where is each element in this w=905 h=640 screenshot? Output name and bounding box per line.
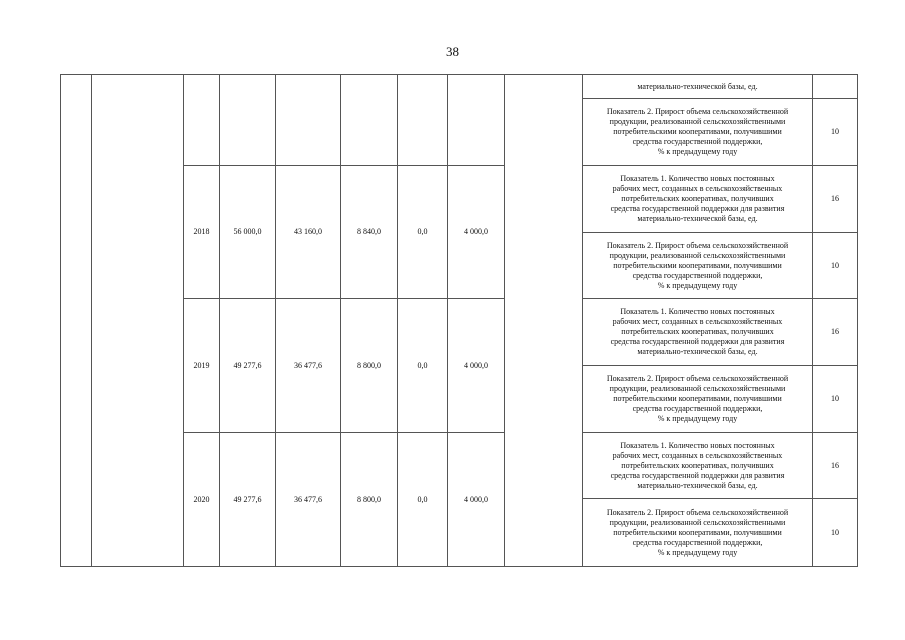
indicator-line: средства государственной поддержки, xyxy=(632,537,763,547)
indicator-line: Показатель 1. Количество новых постоянных xyxy=(620,440,775,450)
other-cell: 4 000,0 xyxy=(448,166,505,299)
indicator-2-value: 10 xyxy=(813,99,858,166)
indicator-line: средства государственной поддержки, xyxy=(632,270,763,280)
regional-cell: 8 800,0 xyxy=(341,299,398,433)
indicator-line: средства государственной поддержки для развития xyxy=(610,204,785,213)
indicator-line: продукции, реализованной сельскохозяйственными xyxy=(609,117,786,126)
indicator-line: средства государственной поддержки, xyxy=(632,404,763,413)
executor-cell xyxy=(505,75,583,567)
row-number-cell xyxy=(61,75,92,567)
indicator-line: Показатель 2. Прирост объема сельскохозяйственной xyxy=(606,507,789,517)
indicator-line: Показатель 2. Прирост объема сельскохозяйственной xyxy=(606,107,789,116)
indicator-line: средства государственной поддержки для развития xyxy=(610,470,785,480)
indicator-line: рабочих мест, созданных в сельскохозяйственных xyxy=(612,317,783,326)
local-cell: 0,0 xyxy=(398,299,448,433)
indicator-1-text xyxy=(583,166,813,233)
indicator-line: материально-технической базы, ед. xyxy=(637,347,758,356)
page-number: 38 xyxy=(446,44,459,59)
activity-name-cell xyxy=(92,75,184,567)
indicator-2-text xyxy=(583,499,813,567)
total-cell-prev xyxy=(220,75,276,166)
federal-cell-prev xyxy=(276,75,341,166)
indicator-carryover-text: материально-технической базы, ед. xyxy=(583,75,813,99)
regional-cell-prev xyxy=(341,75,398,166)
indicator-1-text xyxy=(583,433,813,499)
local-cell: 0,0 xyxy=(398,166,448,299)
indicator-line: потребительскими кооперативами, получившими xyxy=(613,127,782,136)
year-cell-prev xyxy=(184,75,220,166)
indicator-line: Показатель 2. Прирост объема сельскохозяйственной xyxy=(606,374,789,383)
indicator-line: потребительскими кооперативами, получившими xyxy=(613,394,782,403)
regional-cell: 8 840,0 xyxy=(341,166,398,299)
indicator-carryover-value xyxy=(813,75,858,99)
indicator-line: средства государственной поддержки, xyxy=(632,137,763,146)
federal-cell: 36 477,6 xyxy=(276,433,341,567)
indicator-line: Показатель 2. Прирост объема сельскохозяйственной xyxy=(606,240,789,250)
indicator-line: потребительскими кооперативами, получившими xyxy=(613,260,782,270)
indicator-line: потребительских кооперативах, получивших xyxy=(621,327,774,336)
other-cell: 4 000,0 xyxy=(448,299,505,433)
other-cell: 4 000,0 xyxy=(448,433,505,567)
indicator-line: продукции, реализованной сельскохозяйственными xyxy=(609,517,786,527)
indicator-line: материально-технической базы, ед. xyxy=(637,214,758,223)
indicator-line: потребительских кооперативах, получивших xyxy=(621,194,774,203)
indicator-2-text xyxy=(583,366,813,433)
indicator-1-value: 16 xyxy=(813,433,858,499)
indicator-line: продукции, реализованной сельскохозяйственными xyxy=(609,384,786,393)
indicator-line: % к предыдущему году xyxy=(657,547,738,557)
total-cell: 49 277,6 xyxy=(220,433,276,567)
indicator-line: продукции, реализованной сельскохозяйственными xyxy=(609,250,786,260)
indicator-2-text xyxy=(583,99,813,166)
local-cell-prev xyxy=(398,75,448,166)
year-cell: 2019 xyxy=(184,299,220,433)
indicator-2-value: 10 xyxy=(813,233,858,299)
indicator-line: материально-технической базы, ед. xyxy=(637,480,758,490)
indicator-line: потребительских кооперативах, получивших xyxy=(621,460,774,470)
indicator-line: средства государственной поддержки для развития xyxy=(610,337,785,346)
indicator-line: рабочих мест, созданных в сельскохозяйственных xyxy=(612,450,783,460)
indicator-1-value: 16 xyxy=(813,166,858,233)
indicator-1-text xyxy=(583,299,813,366)
program-table xyxy=(60,74,858,567)
other-cell-prev xyxy=(448,75,505,166)
indicator-line: потребительскими кооперативами, получившими xyxy=(613,527,782,537)
indicator-2-value: 10 xyxy=(813,499,858,567)
indicator-line: Показатель 1. Количество новых постоянных xyxy=(620,174,775,183)
total-cell: 56 000,0 xyxy=(220,166,276,299)
indicator-line: % к предыдущему году xyxy=(657,147,738,156)
federal-cell: 43 160,0 xyxy=(276,166,341,299)
indicator-1-value: 16 xyxy=(813,299,858,366)
total-cell: 49 277,6 xyxy=(220,299,276,433)
indicator-line: % к предыдущему году xyxy=(657,414,738,423)
indicator-2-value: 10 xyxy=(813,366,858,433)
year-cell: 2020 xyxy=(184,433,220,567)
local-cell: 0,0 xyxy=(398,433,448,567)
indicator-line: рабочих мест, созданных в сельскохозяйственных xyxy=(612,184,783,193)
federal-cell: 36 477,6 xyxy=(276,299,341,433)
indicator-2-text xyxy=(583,233,813,299)
regional-cell: 8 800,0 xyxy=(341,433,398,567)
indicator-line: % к предыдущему году xyxy=(657,280,738,290)
year-cell: 2018 xyxy=(184,166,220,299)
indicator-line: Показатель 1. Количество новых постоянных xyxy=(620,307,775,316)
